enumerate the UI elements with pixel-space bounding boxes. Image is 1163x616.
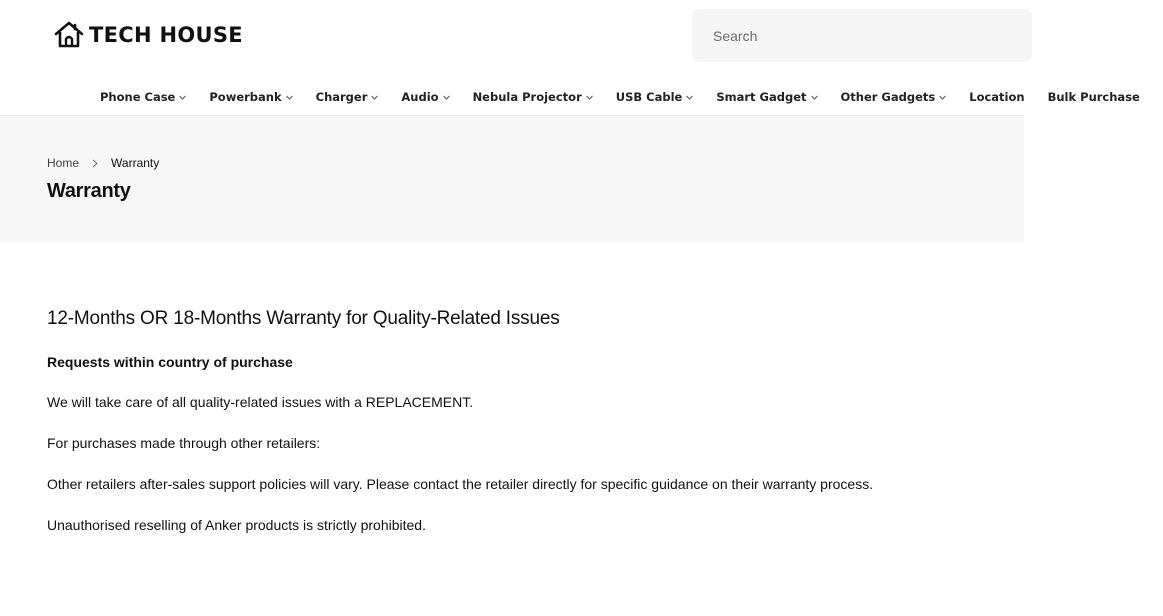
- nav-item-label: Bulk Purchase: [1047, 90, 1140, 104]
- chevron-down-icon: [371, 95, 378, 100]
- nav-item-nebula-projector[interactable]: [473, 90, 593, 104]
- nav-item-usb-cable[interactable]: [616, 90, 694, 104]
- chevron-down-icon: [286, 95, 293, 100]
- house-icon: [53, 20, 85, 50]
- nav-item-audio[interactable]: [401, 90, 449, 104]
- breadcrumb: [47, 156, 159, 170]
- chevron-down-icon: [939, 95, 946, 100]
- brand-name: TECH HOUSE: [89, 23, 243, 47]
- warranty-paragraph: For purchases made through other retailers:: [47, 435, 321, 451]
- nav-item-label: Charger: [315, 90, 368, 104]
- chevron-down-icon: [811, 95, 818, 100]
- chevron-down-icon: [179, 95, 186, 100]
- nav-item-location[interactable]: [969, 90, 1024, 104]
- warranty-paragraph: We will take care of all quality-related issues with a REPLACEMENT.: [47, 394, 474, 410]
- nav-item-label: Phone Case: [100, 90, 176, 104]
- breadcrumb-home-link[interactable]: Home: [47, 156, 80, 170]
- nav-item-label: Other Gadgets: [840, 90, 936, 104]
- nav-item-bulk-purchase[interactable]: [1048, 90, 1140, 104]
- warranty-subheading: Requests within country of purchase: [47, 354, 293, 370]
- nav-item-charger[interactable]: [316, 90, 379, 104]
- page-title: Warranty: [47, 180, 131, 202]
- chevron-down-icon: [686, 95, 693, 100]
- chevron-right-icon: [92, 159, 98, 168]
- nav-item-label: Powerbank: [209, 90, 282, 104]
- nav-item-smart-gadget[interactable]: [716, 90, 817, 104]
- site-logo[interactable]: [53, 20, 243, 50]
- main-content: [47, 308, 987, 558]
- nav-item-label: Nebula Projector: [472, 90, 582, 104]
- search-box: [692, 9, 1032, 62]
- warranty-paragraph: Unauthorised reselling of Anker products is strictly prohibited.: [47, 517, 426, 533]
- page-header-band: [0, 116, 1024, 242]
- main-nav: [100, 90, 1163, 104]
- nav-item-phone-case[interactable]: [100, 90, 186, 104]
- search-input[interactable]: [692, 9, 1032, 62]
- site-header: [0, 0, 1140, 116]
- warranty-paragraph: Other retailers after-sales support policies will vary. Please contact the retailer directly for specific guidance on their warranty process.: [47, 476, 874, 492]
- nav-item-label: Audio: [401, 90, 439, 104]
- chevron-down-icon: [443, 95, 450, 100]
- nav-item-other-gadgets[interactable]: [841, 90, 947, 104]
- nav-item-label: Location: [969, 90, 1025, 104]
- nav-item-powerbank[interactable]: [209, 90, 292, 104]
- nav-item-label: Smart Gadget: [716, 90, 807, 104]
- chevron-down-icon: [586, 95, 593, 100]
- nav-item-label: USB Cable: [615, 90, 683, 104]
- warranty-heading: 12-Months OR 18-Months Warranty for Quality-Related Issues: [47, 308, 560, 329]
- breadcrumb-current: Warranty: [111, 156, 160, 170]
